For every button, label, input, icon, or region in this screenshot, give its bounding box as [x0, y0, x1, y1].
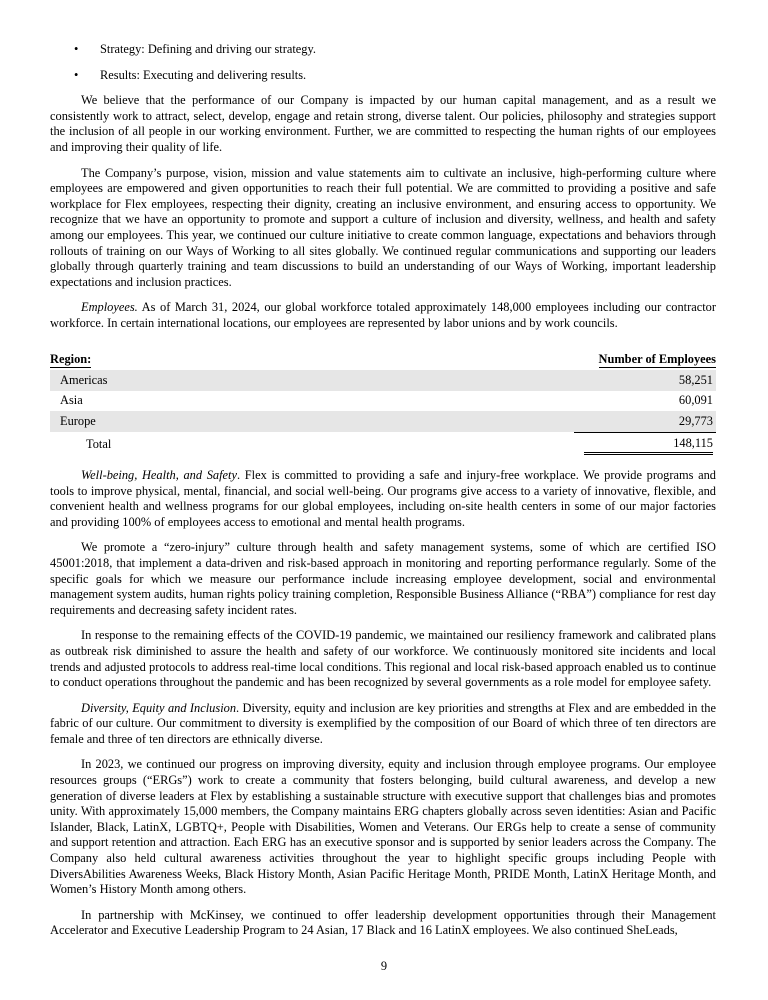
- page-number: 9: [380, 959, 388, 973]
- paragraph-culture: The Company’s purpose, vision, mission and value statements aim to cultivate an inclusive, high-performing culture where employees are empowered and given opportunities to reach their full potential. We are committed to providing a positive and safe workplace for Flex employees, respecting their dignity, creating an inclusive environment, and ensuring access to opportunity. We recognize that we have an opportunity to promote and support a culture of inclusion and diversity, wellness, and health and safety among our employees. This year, we continued our culture initiative to create common language, expectations and behaviors through rollouts of training on our Ways of Working to all sites globally. We continued regular communications and supporting our leaders globally through quarterly training and team discussions to build an understanding of our Ways of Working, important leadership expectations and inclusion practices.: [50, 165, 716, 289]
- paragraph-zero-injury: We promote a “zero-injury” culture through health and safety management systems, some of which are certified ISO 45001:2018, that implement a data-driven and risk-based approach in monitoring and reporting performance regularly. Some of the specific goals for which we measure our performance include increasing employee development, social and environmental management system audits, human rights policy training completion, Responsible Business Alliance (“RBA”) compliance for rest day requirements and decreasing safety incident rates.: [50, 540, 716, 617]
- bullet-item-strategy: [50, 42, 716, 58]
- paragraph-mckinsey: In partnership with McKinsey, we continued to offer leadership development opportunities through their Management Accelerator and Executive Leadership Program to 24 Asian, 17 Black and 16 LatinX employees. We also continued SheLeads,: [50, 907, 716, 938]
- table-row-europe: [50, 411, 716, 432]
- dei-text: . Diversity, equity and inclusion are key priorities and strengths at Flex and are embedded in the fabric of our culture. Our commitment to diversity is exemplified by the composition of our Board of which three of ten directors are female and three of ten directors are ethnically diverse.: [50, 700, 717, 746]
- employees-lead-in: Employees.: [81, 300, 138, 315]
- bullet-text-results: Results: Executing and delivering results.: [100, 67, 307, 82]
- bullet-text-strategy: Strategy: Defining and driving our strategy.: [100, 42, 316, 56]
- count-header-cell: [574, 352, 716, 371]
- paragraph-covid: In response to the remaining effects of the COVID-19 pandemic, we maintained our resiliency framework and calibrated plans as outbreak risk diminished to assure the health and safety of our workforce. We continuously monitored site incidents and local trends and adjusted protocols to address real-time local conditions. This regional and local risk-based approach enabled us to continue to conduct operations throughout the pandemic and has been recognized by several governments as a role model for employee safety.: [50, 628, 716, 690]
- paragraph-human-capital: We believe that the performance of our Company is impacted by our human capital management, and as a result we consistently work to attract, select, develop, engage and retain strong, diverse talent. Our policies, philosophy and strategies support the inclusion of all people in our working environment. Further, we are committed to respecting the human rights of our employees and improving their quality of life.: [50, 93, 716, 154]
- count-header-label: Number of Employees: [598, 351, 716, 366]
- paragraph-ergs: In 2023, we continued our progress on improving diversity, equity and inclusion through employee programs. Our employee resources groups (“ERGs”) work to create a community that fosters belonging, build cultural awareness, and develop a new generation of diverse leaders at Flex by establishing a sustainable structure with executive support that challenges bias and promotes unity. With approximately 15,000 members, the Company maintains ERG chapters globally across seven identities: Asian and Pacific Islander, Black, LatinX, LGBTQ+, People with Disabilities, Women and Veterans. Our ERGs help to create a sense of community and support retention and attraction. Each ERG has an executive sponsor and is supported by senior leaders across the Company. The Company also held cultural awareness activities throughout the year to highlight specific groups including People with DiversAbilities Awareness Weeks, Black History Month, Asian Pacific Heritage Month, PRIDE Month, LatinX Heritage Month, and Women’s History Month among others.: [50, 757, 716, 897]
- region-cell-europe: Europe: [50, 411, 574, 432]
- table-row-total: [50, 432, 716, 458]
- employees-by-region-table: [50, 352, 716, 458]
- table-header-row: [50, 352, 716, 371]
- region-cell-americas: Americas: [50, 370, 574, 391]
- table-row-americas: [50, 370, 716, 391]
- paragraph-dei: [50, 701, 716, 748]
- total-value-cell: [574, 432, 716, 458]
- paragraph-wellbeing: [50, 468, 716, 530]
- count-cell-asia: 60,091: [678, 393, 713, 408]
- region-header-label: Region:: [50, 351, 92, 366]
- count-cell-americas: 58,251: [574, 370, 716, 391]
- dei-lead-in: Diversity, Equity and Inclusion: [81, 700, 237, 715]
- employees-text: As of March 31, 2024, our global workforce totaled approximately 148,000 employees including our contractor workforce. In certain international locations, our employees are represented by labor unions and by work councils.: [50, 300, 716, 330]
- count-cell-europe: 29,773: [574, 411, 716, 432]
- bullet-icon: •: [74, 67, 79, 82]
- bullet-list: [50, 42, 716, 83]
- bullet-item-results: [50, 68, 716, 84]
- paragraph-employees: [50, 300, 716, 331]
- table-row-asia: [50, 391, 716, 412]
- total-value: 148,115: [584, 435, 713, 456]
- total-label: Total: [86, 437, 112, 452]
- wellbeing-text: . Flex is committed to providing a safe and injury-free workplace. We provide programs and tools to improve physical, mental, financial, and social well-being. Our programs give access to a variety of innovative, flexible, and convenient health and wellness programs for our global employees, including on-site health centers in some of our major factories and providing 100% of employees access to emotional and mental health programs.: [50, 467, 716, 529]
- bullet-icon: •: [74, 42, 79, 56]
- region-cell-asia: Asia: [60, 393, 83, 408]
- region-header-cell: [50, 352, 574, 371]
- wellbeing-lead-in: Well-being, Health, and Safety: [81, 467, 237, 482]
